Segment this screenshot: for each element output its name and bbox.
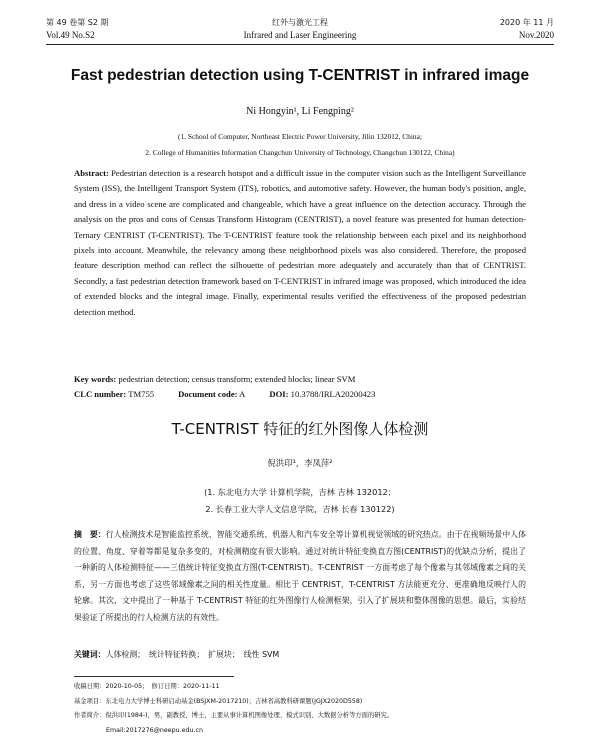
affiliations-en <box>40 129 560 161</box>
volume-en: Vol.49 No.S2 <box>46 30 95 40</box>
keywords-cn <box>74 648 526 662</box>
fund-project: 基金项目：东北电力大学博士科研启动基金(BSJXM-2017210)；吉林省高教科研课题(JGJX2020D558) <box>74 697 363 705</box>
keywords-label-en: Key words: <box>74 374 117 384</box>
date-cn: 2020 年 11 月 <box>499 18 554 27</box>
keywords-en <box>74 372 526 386</box>
author-bio: 作者简介：倪洪印(1984-)，男，副教授，博士，主要从事计算机图像处理、模式识别、大数据分析等方面的研究。 <box>74 712 394 720</box>
abstract-text-en: Pedestrian detection is a research hotspot and a difficult issue in the computer vision such as the Intelligent Surveillance System (ISS), the Intelligent Transport System (ITS), robotics, and automotive safety. However, the human body's position, angle, and dress in a video scene are complicated and changeable, which have a great influence on the detection accuracy. Through the analysis on the pros and cons of Census Transform Histogram (CENTRIST), a novel feature was presented for human detection-Ternary CENTRIST (T-CENTRIST). The T-CENTRIST feature took the relationship between each pixel and its neighborhood pixels into account. Meanwhile, the relevancy among these neighborhood pixels was also considered. Therefore, the proposed feature description method can reflect the silhouette of pedestrian more adequately and accurately than that of CENTRIST. Secondly, a fast pedestrian detection framework based on T-CENTRIST in infrared image was proposed, which introduced the idea of extended blocks and the integral image. Finally, experimental results verified the effectiveness of the proposed pedestrian detection method. <box>74 168 526 317</box>
running-header <box>46 16 554 42</box>
clc-label: CLC number: <box>74 389 127 399</box>
date-en: Nov.2020 <box>518 30 554 40</box>
abstract-label-cn: 摘 要： <box>74 530 106 539</box>
abstract-label-en: Abstract: <box>74 168 109 178</box>
received-date: 收稿日期：2020-10-05； 修订日期：2020-11-11 <box>74 683 220 690</box>
abstract-en <box>74 166 526 320</box>
classification-line <box>74 387 526 401</box>
paper-title-en: Fast pedestrian detection using T-CENTRIST in infrared image <box>70 67 530 84</box>
journal-name-en: Infrared and Laser Engineering <box>243 30 357 40</box>
footnote <box>74 680 540 738</box>
affiliation-2-en: 2. College of Humanities Information Changchun University of Technology, Changchun 130122, China) <box>145 148 455 157</box>
header-divider <box>46 44 554 45</box>
clc-value: TM755 <box>126 389 155 399</box>
keywords-label-cn: 关键词： <box>74 650 106 659</box>
doi-value: 10.3788/IRLA20200423 <box>288 389 376 399</box>
affiliation-2-cn: 2. 长春工业大学人文信息学院，吉林 长春 130122) <box>205 504 395 514</box>
abstract-text-cn: 行人检测技术是智能监控系统、智能交通系统、机器人和汽车安全等计算机视觉领域的研究热点。由于在视频场景中人体的位置、角度、穿着等都是复杂多变的，对检测精度有很大影响。通过对统计特征变换直方图(CENTRIST)的优缺点分析，提出了一种新的人体检测特征——三值统计特征变换直方图(T-CENTRIST)。T-CENTRIST 一方面考虑了每个像素与其邻域像素之间的关系，另一方面也考虑了这些邻域像素之间的相关性度量。相比于 CENTRIST，T-CENTRIST 方法能更充分、更准确地反映行人的轮廓。其次，文中提出了一种基于 T-CENTRIST 特征的红外图像行人检测框架，引入了扩展块和整体图像的思想。最后，实验结果验证了所提出的行人检测方法的有效性。 <box>74 530 526 622</box>
journal-name-cn: 红外与激光工程 <box>272 18 328 27</box>
footnote-divider <box>74 676 234 677</box>
affiliation-1-en: (1. School of Computer, Northeast Electric Power University, Jilin 132012, China; <box>178 132 422 141</box>
abstract-cn <box>74 527 526 627</box>
doc-code-label: Document code: <box>178 389 238 399</box>
authors-en: Ni Hongyin¹, Li Fengping² <box>246 106 354 117</box>
doi-label: DOI: <box>269 389 289 399</box>
keywords-text-en: pedestrian detection; census transform; extended blocks; linear SVM <box>116 374 356 384</box>
authors-cn: 倪洪印¹，李凤萍² <box>267 458 333 468</box>
doc-code-value: A <box>237 389 246 399</box>
paper-title-cn: T-CENTRIST 特征的红外图像人体检测 <box>171 420 429 438</box>
affiliation-1-cn: (1. 东北电力大学 计算机学院，吉林 吉林 132012； <box>204 487 396 497</box>
affiliations-cn <box>0 484 600 518</box>
keywords-text-cn: 人体检测； 统计特征转换； 扩展块； 线性 SVM <box>105 650 280 659</box>
author-email: Email:2017276@neepu.edu.cn <box>106 726 203 734</box>
volume-cn: 第 49 卷第 S2 期 <box>46 18 109 27</box>
